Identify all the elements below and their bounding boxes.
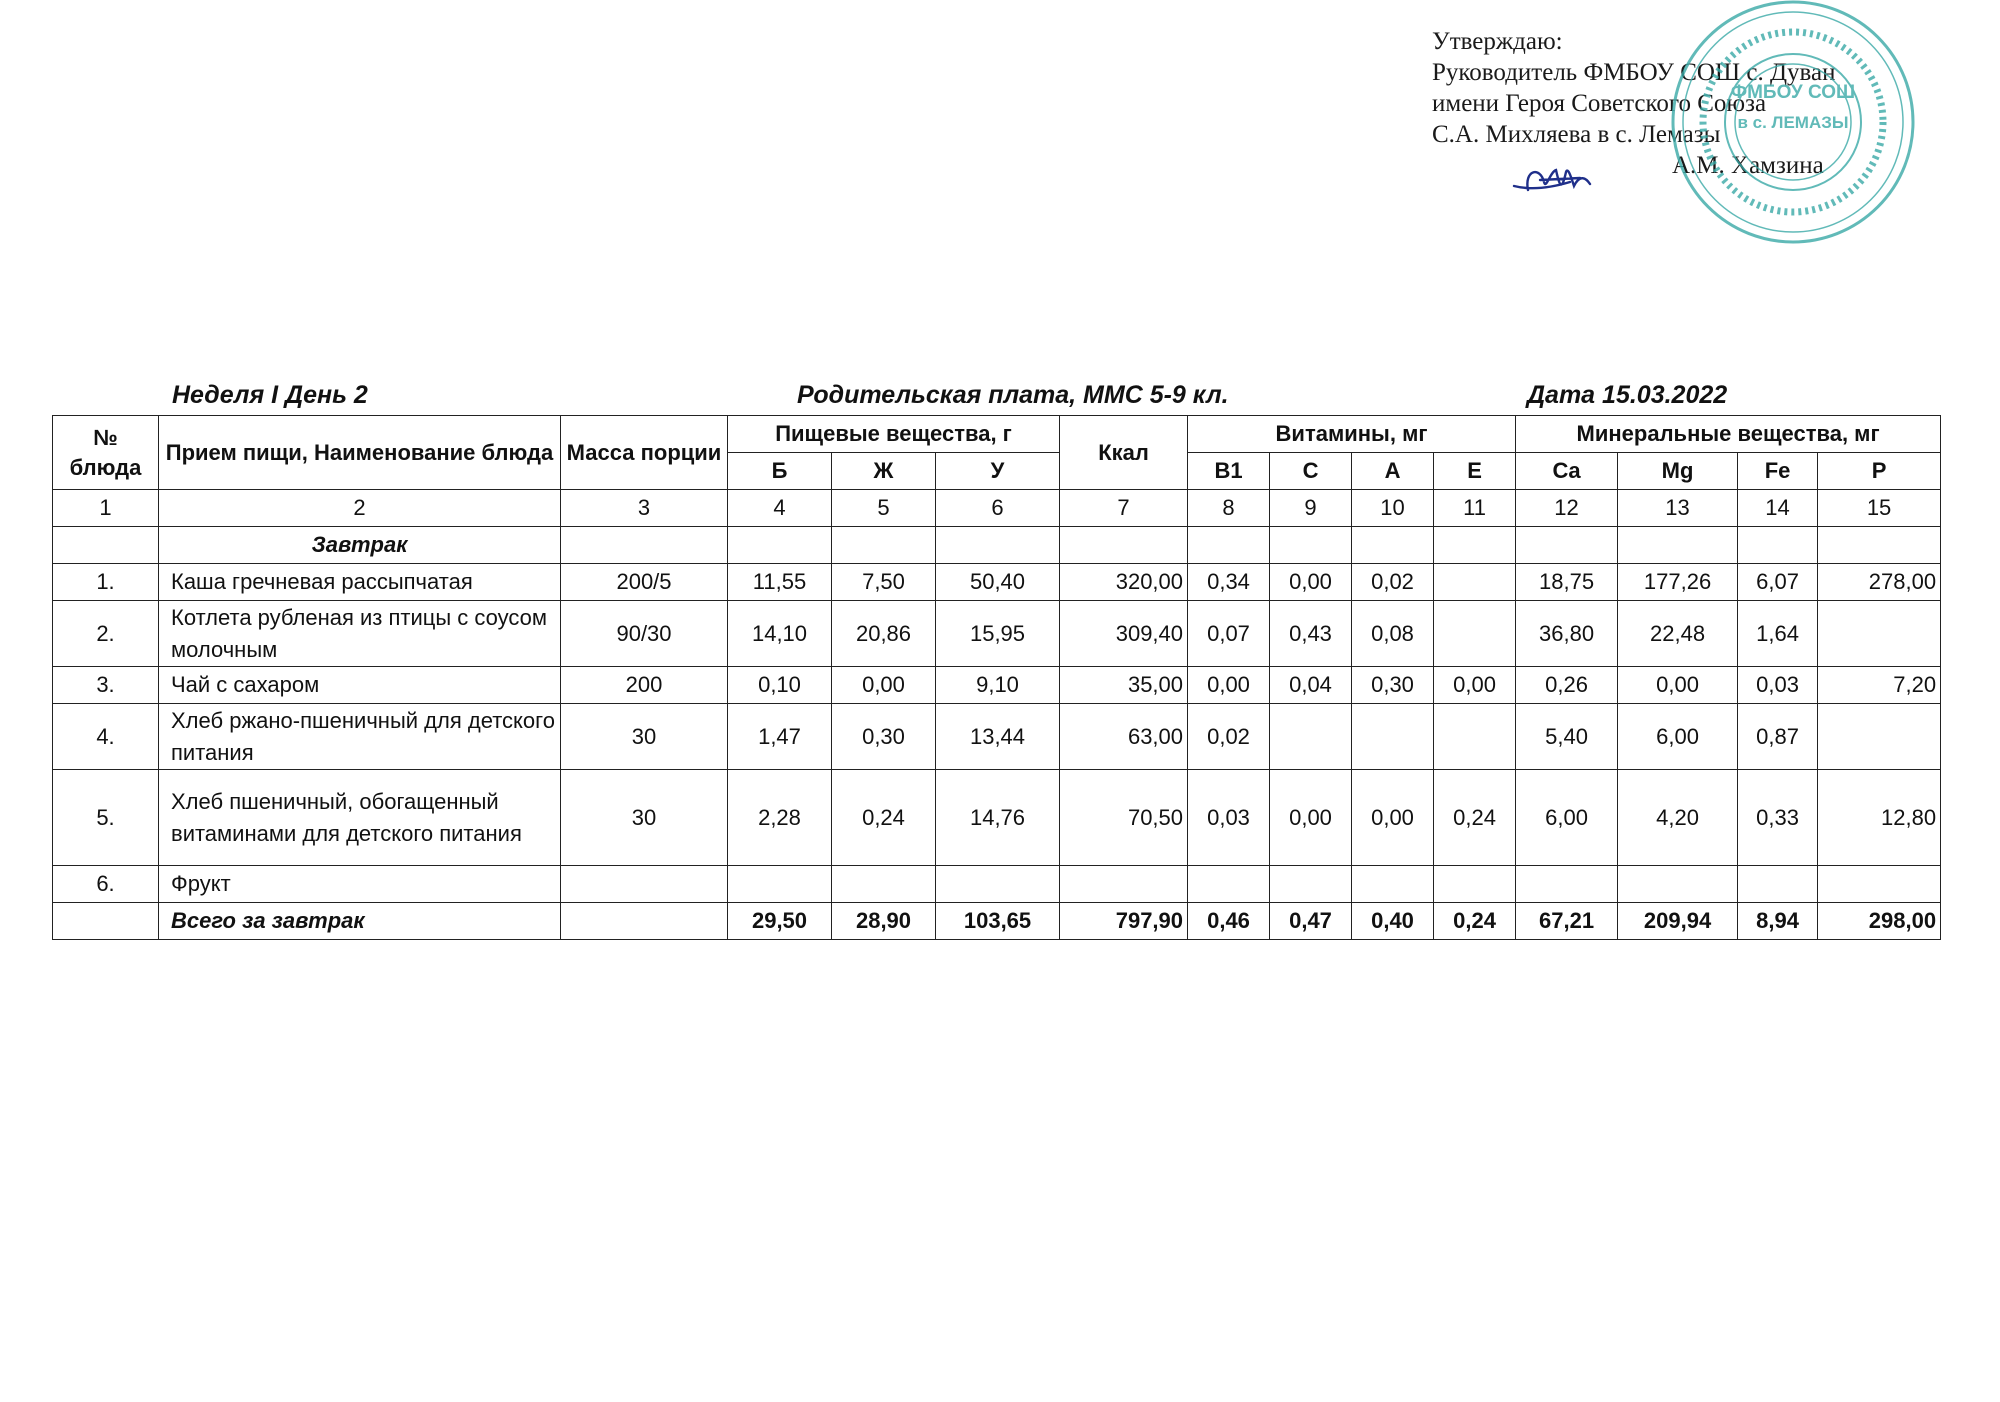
- table-row: [53, 770, 1941, 866]
- cell-b1: 0,02: [1188, 704, 1270, 770]
- cell-u: 50,40: [936, 564, 1060, 601]
- cell-ca: [1516, 866, 1618, 903]
- approval-line-4: С.А. Михляева в с. Лемазы: [1432, 121, 1721, 148]
- cell-b1: 0,03: [1188, 770, 1270, 866]
- cell-mg: 0,00: [1618, 667, 1738, 704]
- sub-header-a: A: [1352, 453, 1434, 490]
- col-number: 8: [1188, 490, 1270, 527]
- col-number: 12: [1516, 490, 1618, 527]
- header-kcal: Ккал: [1060, 416, 1188, 490]
- cell-kcal: 309,40: [1060, 601, 1188, 667]
- cell-u: 15,95: [936, 601, 1060, 667]
- cell-zh: 0,24: [832, 770, 936, 866]
- menu-table: [52, 415, 1941, 940]
- cell-fe: 0,87: [1738, 704, 1818, 770]
- cell-fe: [1738, 866, 1818, 903]
- dish-mass: 200: [561, 667, 728, 704]
- approval-signer: А.М. Хамзина: [1672, 152, 1824, 179]
- cell-mg: [1618, 866, 1738, 903]
- cell-a: [1352, 704, 1434, 770]
- signature: [1510, 160, 1620, 200]
- dish-name: Фрукт: [159, 866, 561, 903]
- total-kcal: 797,90: [1060, 903, 1188, 940]
- cell-ca: 18,75: [1516, 564, 1618, 601]
- dish-mass: [561, 866, 728, 903]
- header-nutrients: Пищевые вещества, г: [728, 416, 1060, 453]
- approval-line-1: Утверждаю:: [1432, 28, 1563, 55]
- total-b1: 0,46: [1188, 903, 1270, 940]
- cell-a: 0,08: [1352, 601, 1434, 667]
- cell-e: 0,00: [1434, 667, 1516, 704]
- cell-b1: [1188, 866, 1270, 903]
- cell-mg: 22,48: [1618, 601, 1738, 667]
- dish-name: Хлеб пшеничный, обогащенный витаминами для детского питания: [159, 770, 561, 866]
- cell-a: 0,00: [1352, 770, 1434, 866]
- cell-a: 0,02: [1352, 564, 1434, 601]
- dish-number: 3.: [53, 667, 159, 704]
- cell-b: 2,28: [728, 770, 832, 866]
- col-number: 10: [1352, 490, 1434, 527]
- sub-header-u: У: [936, 453, 1060, 490]
- cell-e: [1434, 704, 1516, 770]
- cell-b: 11,55: [728, 564, 832, 601]
- dish-name: Котлета рубленая из птицы с соусом молочным: [159, 601, 561, 667]
- cell-e: [1434, 564, 1516, 601]
- cell-zh: 0,30: [832, 704, 936, 770]
- dish-number: 4.: [53, 704, 159, 770]
- total-a: 0,40: [1352, 903, 1434, 940]
- table-row: [53, 704, 1941, 770]
- sub-header-mg: Mg: [1618, 453, 1738, 490]
- total-ca: 67,21: [1516, 903, 1618, 940]
- sub-header-c: C: [1270, 453, 1352, 490]
- date-label: Дата 15.03.2022: [1527, 381, 1728, 409]
- dish-number: 2.: [53, 601, 159, 667]
- total-row: [53, 903, 1941, 940]
- header-vitamins: Витамины, мг: [1188, 416, 1516, 453]
- cell-kcal: 320,00: [1060, 564, 1188, 601]
- cell-fe: 0,33: [1738, 770, 1818, 866]
- cell-kcal: [1060, 866, 1188, 903]
- dish-number: 5.: [53, 770, 159, 866]
- cell-fe: 1,64: [1738, 601, 1818, 667]
- cell-c: 0,00: [1270, 770, 1352, 866]
- total-zh: 28,90: [832, 903, 936, 940]
- cell-fe: 0,03: [1738, 667, 1818, 704]
- col-number: 3: [561, 490, 728, 527]
- dish-mass: 30: [561, 704, 728, 770]
- dish-name: Чай с сахаром: [159, 667, 561, 704]
- header-num: № блюда: [53, 416, 159, 490]
- cell-zh: 7,50: [832, 564, 936, 601]
- cell-u: 14,76: [936, 770, 1060, 866]
- cell-c: 0,00: [1270, 564, 1352, 601]
- sub-header-fe: Fe: [1738, 453, 1818, 490]
- cell-ca: 0,26: [1516, 667, 1618, 704]
- cell-b1: 0,07: [1188, 601, 1270, 667]
- cell-u: 9,10: [936, 667, 1060, 704]
- cell-e: 0,24: [1434, 770, 1516, 866]
- total-mg: 209,94: [1618, 903, 1738, 940]
- cell-c: 0,43: [1270, 601, 1352, 667]
- cell-fe: 6,07: [1738, 564, 1818, 601]
- stamp-center-bottom: в с. ЛЕМАЗЫ: [1737, 113, 1849, 132]
- col-number: 11: [1434, 490, 1516, 527]
- cell-ca: 6,00: [1516, 770, 1618, 866]
- cell-ca: 36,80: [1516, 601, 1618, 667]
- total-fe: 8,94: [1738, 903, 1818, 940]
- dish-mass: 30: [561, 770, 728, 866]
- cell-mg: 6,00: [1618, 704, 1738, 770]
- approval-line-3: имени Героя Советского Союза: [1432, 90, 1767, 117]
- column-number-row: [53, 490, 1941, 527]
- cell-p: 12,80: [1818, 770, 1941, 866]
- cell-kcal: 63,00: [1060, 704, 1188, 770]
- cell-kcal: 35,00: [1060, 667, 1188, 704]
- cell-mg: 4,20: [1618, 770, 1738, 866]
- dish-mass: 200/5: [561, 564, 728, 601]
- cell-ca: 5,40: [1516, 704, 1618, 770]
- stamp-center-top: ФМБОУ СОШ: [1730, 82, 1856, 103]
- cell-a: [1352, 866, 1434, 903]
- cell-a: 0,30: [1352, 667, 1434, 704]
- cell-kcal: 70,50: [1060, 770, 1188, 866]
- total-u: 103,65: [936, 903, 1060, 940]
- section-title: Завтрак: [159, 527, 561, 564]
- header-mass: Масса порции: [561, 416, 728, 490]
- cell-b: [728, 866, 832, 903]
- col-number: 6: [936, 490, 1060, 527]
- total-p: 298,00: [1818, 903, 1941, 940]
- header-minerals: Минеральные вещества, мг: [1516, 416, 1941, 453]
- cell-c: [1270, 704, 1352, 770]
- sub-header-zh: Ж: [832, 453, 936, 490]
- col-number: 2: [159, 490, 561, 527]
- col-number: 13: [1618, 490, 1738, 527]
- col-number: 4: [728, 490, 832, 527]
- total-c: 0,47: [1270, 903, 1352, 940]
- cell-e: [1434, 601, 1516, 667]
- sub-header-ca: Ca: [1516, 453, 1618, 490]
- cell-zh: 0,00: [832, 667, 936, 704]
- cell-b: 14,10: [728, 601, 832, 667]
- cell-b1: 0,00: [1188, 667, 1270, 704]
- fee-label: Родительская плата, ММС 5-9 кл.: [797, 381, 1229, 409]
- cell-c: [1270, 866, 1352, 903]
- cell-zh: [832, 866, 936, 903]
- official-stamp: [1640, 0, 1930, 250]
- cell-p: 278,00: [1818, 564, 1941, 601]
- sub-header-b: Б: [728, 453, 832, 490]
- sub-header-p: P: [1818, 453, 1941, 490]
- cell-e: [1434, 866, 1516, 903]
- cell-p: [1818, 866, 1941, 903]
- sub-header-b1: B1: [1188, 453, 1270, 490]
- table-row: [53, 564, 1941, 601]
- dish-number: 1.: [53, 564, 159, 601]
- cell-mg: 177,26: [1618, 564, 1738, 601]
- sub-header-e: E: [1434, 453, 1516, 490]
- col-number: 15: [1818, 490, 1941, 527]
- cell-u: 13,44: [936, 704, 1060, 770]
- cell-p: 7,20: [1818, 667, 1941, 704]
- cell-b1: 0,34: [1188, 564, 1270, 601]
- cell-u: [936, 866, 1060, 903]
- dish-mass: 90/30: [561, 601, 728, 667]
- table-row: [53, 866, 1941, 903]
- table-row: [53, 601, 1941, 667]
- dish-number: 6.: [53, 866, 159, 903]
- table-row: [53, 667, 1941, 704]
- dish-name: Хлеб ржано-пшеничный для детского питания: [159, 704, 561, 770]
- col-number: 14: [1738, 490, 1818, 527]
- total-label: Всего за завтрак: [159, 903, 561, 940]
- col-number: 7: [1060, 490, 1188, 527]
- cell-b: 0,10: [728, 667, 832, 704]
- approval-line-2: Руководитель ФМБОУ СОШ с. Дуван: [1432, 59, 1836, 86]
- cell-zh: 20,86: [832, 601, 936, 667]
- cell-p: [1818, 601, 1941, 667]
- col-number: 9: [1270, 490, 1352, 527]
- col-number: 1: [53, 490, 159, 527]
- total-b: 29,50: [728, 903, 832, 940]
- col-number: 5: [832, 490, 936, 527]
- cell-p: [1818, 704, 1941, 770]
- section-row: [53, 527, 1941, 564]
- cell-b: 1,47: [728, 704, 832, 770]
- week-day-label: Неделя I День 2: [172, 381, 368, 409]
- cell-c: 0,04: [1270, 667, 1352, 704]
- header-name: Прием пищи, Наименование блюда: [159, 416, 561, 490]
- total-e: 0,24: [1434, 903, 1516, 940]
- dish-name: Каша гречневая рассыпчатая: [159, 564, 561, 601]
